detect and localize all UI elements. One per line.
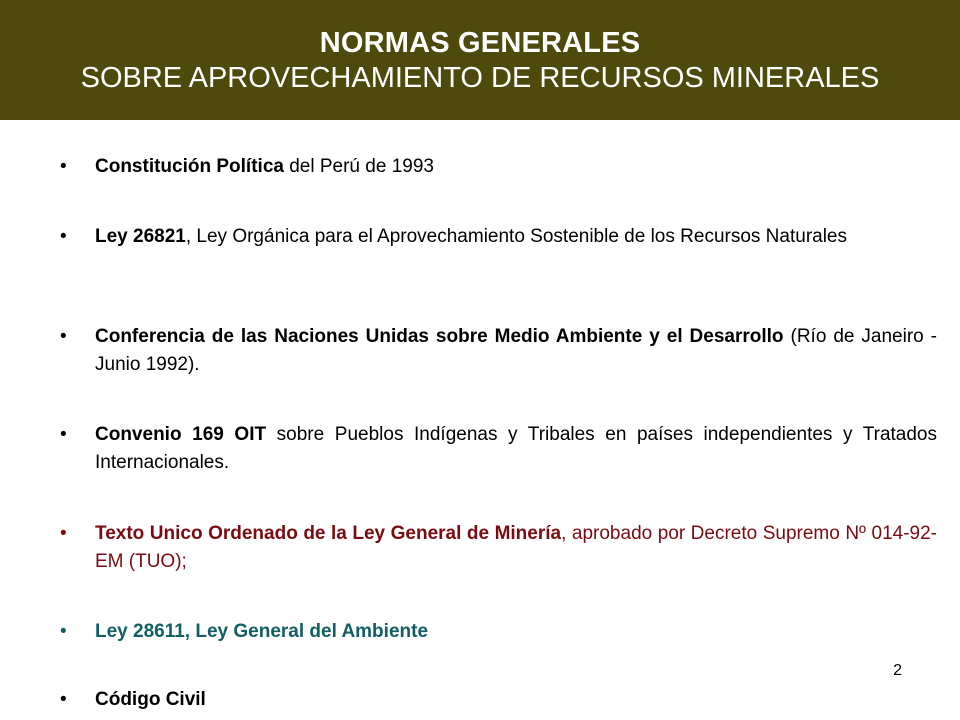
item-bold-text: Conferencia de las Naciones Unidas sobre Medio Ambiente y el Desarrollo: [95, 326, 784, 347]
title-banner: [0, 0, 960, 120]
bullet-icon: •: [60, 156, 67, 177]
list-item: [60, 618, 937, 646]
item-bold-text: Convenio 169 OIT: [95, 424, 267, 445]
list-item: [60, 421, 937, 477]
item-bold-text: Código Civil: [95, 689, 206, 710]
slide-title: NORMAS GENERALES: [319, 27, 641, 59]
bullet-icon: •: [60, 326, 67, 347]
page-number: 2: [893, 662, 902, 679]
bullet-icon: •: [60, 523, 67, 544]
list-item: [60, 153, 937, 181]
item-bold-text: Texto Unico Ordenado de la Ley General de Minería: [95, 523, 562, 544]
list-item: [60, 686, 937, 714]
item-text: sobre Pueblos Indígenas y Tribales en países independientes y Tratados Internacionales.: [95, 424, 938, 473]
slide-subtitle: SOBRE APROVECHAMIENTO DE RECURSOS MINERALES: [80, 62, 880, 94]
item-text: , aprobado por Decreto Supremo Nº 014-92-EM (TUO);: [95, 523, 938, 572]
list-item: [60, 323, 937, 379]
item-bold-text: Constitución Política: [95, 156, 284, 177]
item-bold-text: Ley 26821: [95, 226, 186, 247]
bullet-icon: •: [60, 424, 67, 445]
bullet-icon: •: [60, 689, 67, 710]
list-item: [60, 223, 937, 251]
list-item: [60, 520, 937, 576]
bullet-icon: •: [60, 621, 67, 642]
item-text: (Río de Janeiro - Junio 1992).: [95, 326, 937, 375]
item-bold-text: Ley 28611, Ley General del Ambiente: [95, 621, 429, 642]
bullet-icon: •: [60, 226, 67, 247]
item-text: del Perú de 1993: [283, 156, 434, 177]
item-text: , Ley Orgánica para el Aprovechamiento Sostenible de los Recursos Naturales: [185, 226, 847, 247]
